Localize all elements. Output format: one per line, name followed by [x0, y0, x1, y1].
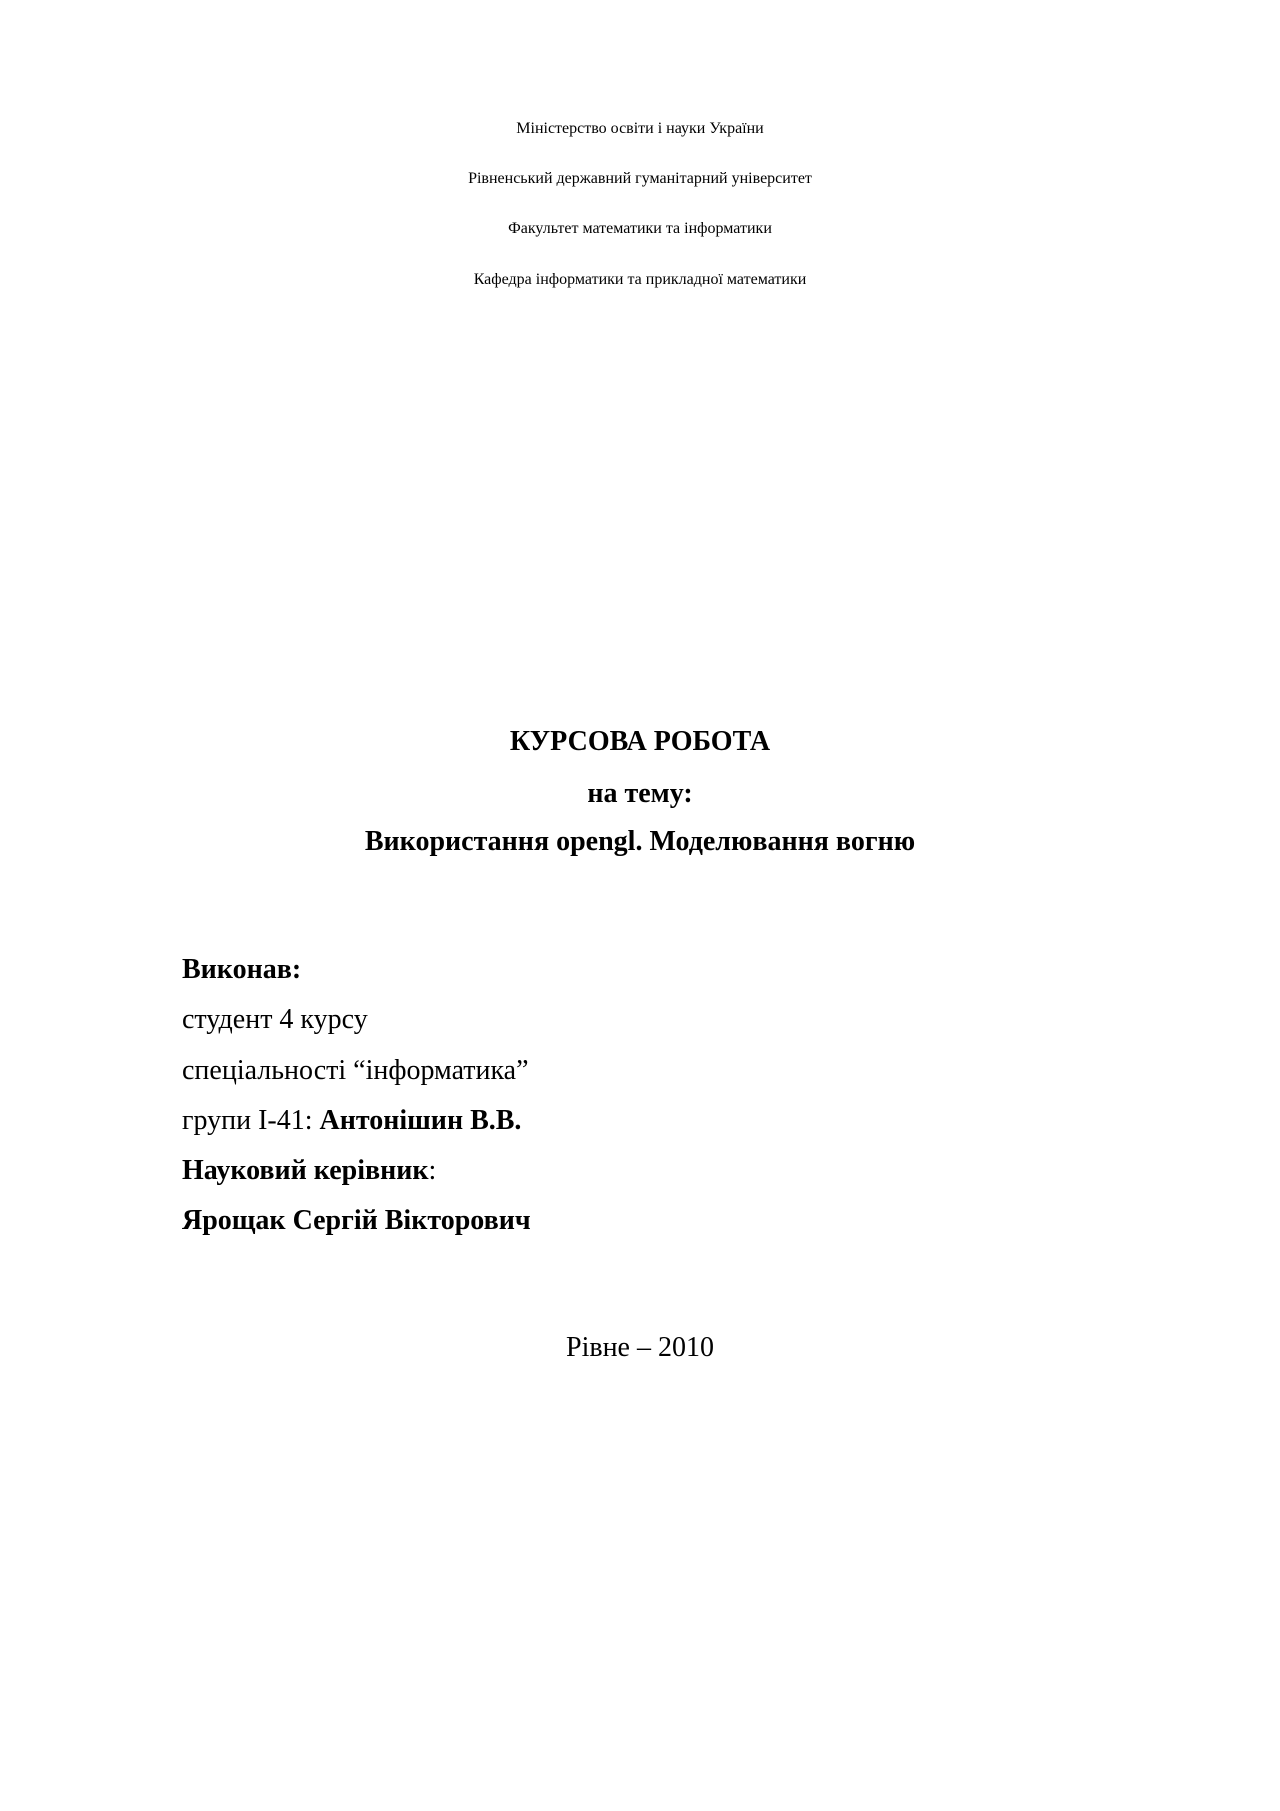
supervisor-label-line — [182, 1155, 436, 1187]
student-name: Антонішин В.В. — [319, 1105, 522, 1136]
performed-label: Виконав: — [182, 954, 302, 985]
department-line: Кафедра інформатики та прикладної математики — [473, 271, 807, 288]
group-prefix: групи І-41: — [182, 1105, 320, 1136]
group-line — [182, 1105, 521, 1137]
on-topic-label: на тему: — [587, 778, 693, 809]
topic-title: Використання opengl. Моделювання вогню — [364, 826, 916, 857]
faculty-line: Факультет математики та інформатики — [508, 220, 772, 237]
city-year-line: Рівне – 2010 — [566, 1332, 714, 1363]
specialty-line: спеціальності “інформатика” — [182, 1055, 529, 1086]
ministry-line: Міністерство освіти і науки України — [516, 120, 764, 137]
university-line: Рівненський державний гуманітарний університет — [468, 170, 812, 187]
student-course-line: студент 4 курсу — [182, 1004, 368, 1035]
work-type-heading: КУРСОВА РОБОТА — [509, 726, 771, 757]
supervisor-name: Ярощак Сергій Вікторович — [182, 1205, 531, 1236]
supervisor-colon: : — [428, 1155, 437, 1186]
supervisor-label: Науковий керівник — [182, 1155, 429, 1186]
